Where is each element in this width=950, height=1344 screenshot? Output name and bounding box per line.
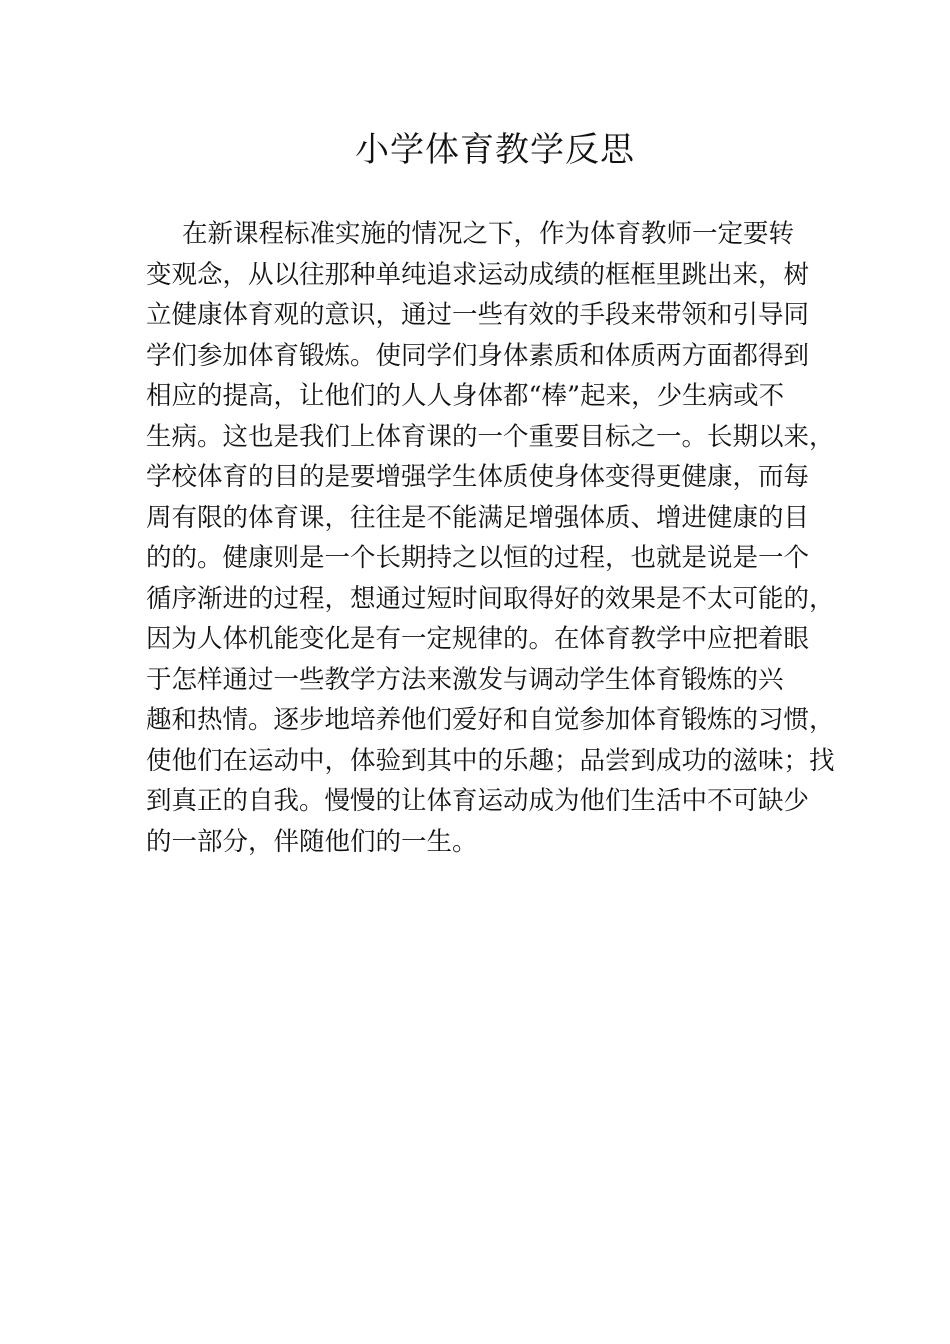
body-line-4: 学们参加体育锻炼。使同学们身体素质和体质两方面都得到 (146, 340, 810, 371)
document-body (146, 214, 835, 862)
body-line-13: 趣和热情。逐步地培养他们爱好和自觉参加体育锻炼的习惯， (146, 705, 835, 735)
body-line-8: 周有限的体育课，往往是不能满足增强体质、增进健康的目 (146, 502, 810, 533)
body-line-9: 的的。健康则是一个长期持之以恒的过程，也就是说是一个 (146, 543, 810, 573)
body-line-7: 学校体育的目的是要增强学生体质使身体变得更健康，而每 (146, 462, 810, 492)
body-line-3: 立健康体育观的意识，通过一些有效的手段来带领和引导同 (146, 300, 810, 330)
body-line-11: 因为人体机能变化是有一定规律的。在体育教学中应把着眼 (146, 624, 810, 654)
body-line-15: 到真正的自我。慢慢的让体育运动成为他们生活中不可缺少 (146, 786, 810, 816)
body-line-12: 于怎样通过一些教学方法来激发与调动学生体育锻炼的兴 (146, 664, 784, 695)
body-line-1: 在新课程标准实施的情况之下，作为体育教师一定要转 (182, 219, 795, 249)
body-line-10: 循序渐进的过程，想通过短时间取得好的效果是不太可能的， (146, 583, 835, 614)
body-line-14: 使他们在运动中，体验到其中的乐趣；品尝到成功的滋味；找 (146, 745, 835, 776)
document-title: 小学体育教学反思 (355, 130, 635, 170)
body-line-2: 变观念，从以往那种单纯追求运动成绩的框框里跳出来，树 (146, 259, 810, 290)
body-line-16: 的一部分，伴随他们的一生。 (146, 826, 478, 857)
body-line-5: 相应的提高，让他们的人人身体都“棒”起来，少生病或不 (146, 381, 785, 411)
body-line-6: 生病。这也是我们上体育课的一个重要目标之一。长期以来， (146, 421, 835, 452)
